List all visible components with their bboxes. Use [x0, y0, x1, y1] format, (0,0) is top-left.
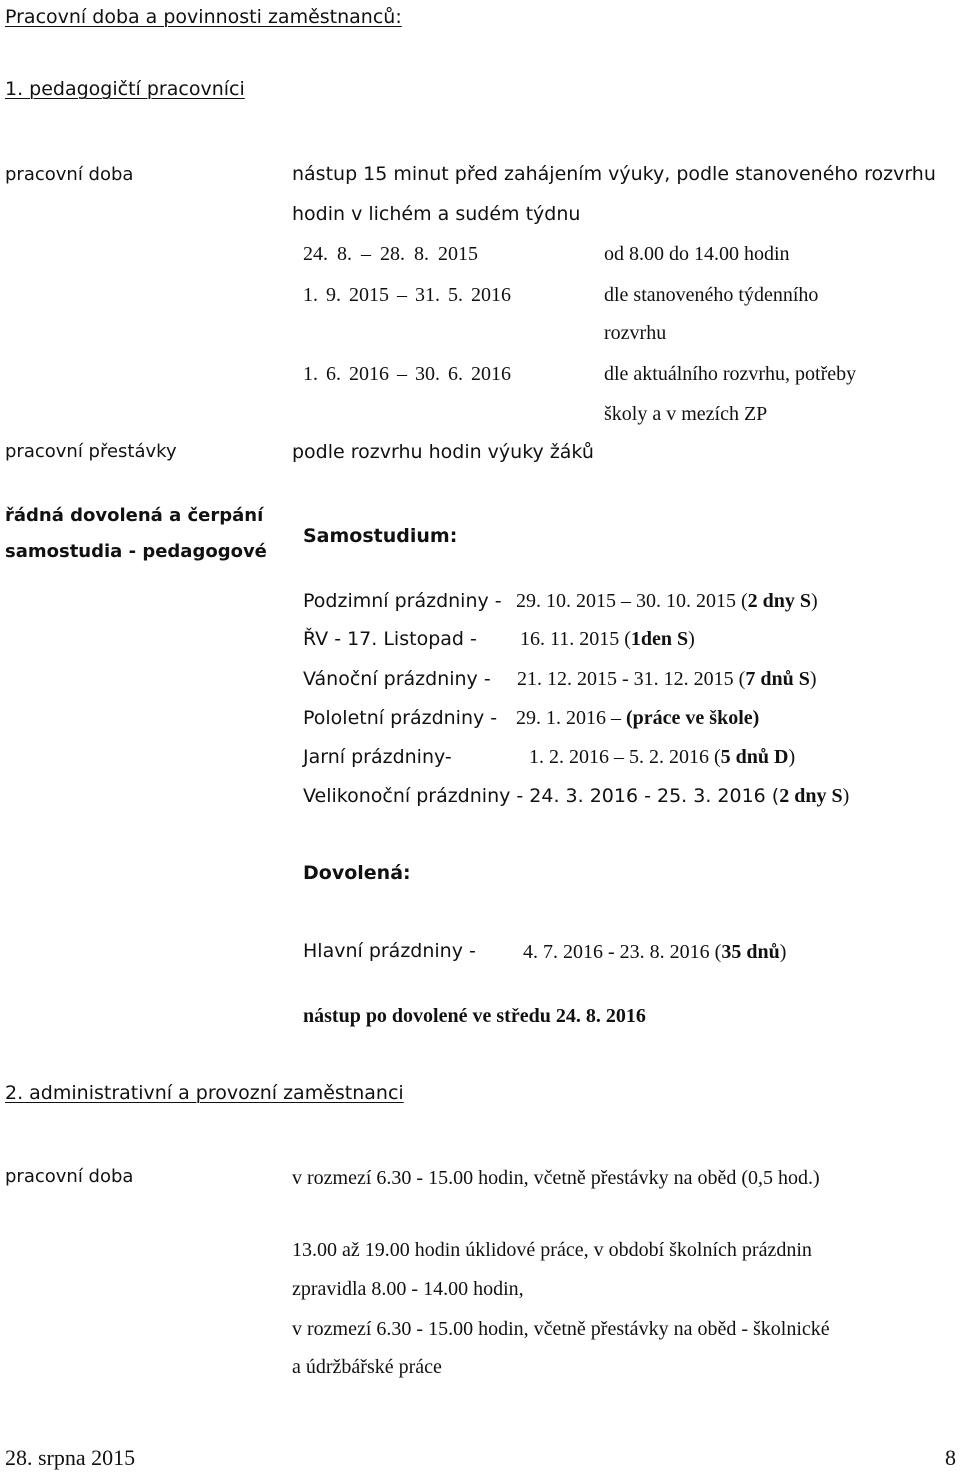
period-desc-2b: rozvrhu	[604, 322, 667, 344]
return-note: nástup po dovolené ve středu 24. 8. 2016	[303, 1005, 646, 1027]
period-desc-3b: školy a v mezích ZP	[604, 403, 768, 425]
section2-line1: v rozmezí 6.30 - 15.00 hodin, včetně přestávky na oběd (0,5 hod.)	[292, 1167, 820, 1189]
main-vacation-dates	[523, 942, 786, 962]
section1-heading: 1. pedagogičtí pracovníci	[5, 78, 245, 100]
work-time-line1: nástup 15 minut před zahájením výuky, podle stanoveného rozvrhu	[292, 163, 936, 185]
holiday-row	[303, 708, 497, 728]
holiday-row	[303, 629, 477, 649]
leave-label-line1: řádná dovolená a čerpání	[5, 505, 264, 526]
holiday-tail: )	[688, 628, 695, 650]
period-desc-2: dle stanoveného týdenního	[604, 284, 819, 306]
period-dates-2: 1. 9. 2015 – 31. 5. 2016	[303, 284, 511, 306]
holiday-row	[303, 591, 502, 611]
holiday-dates	[529, 747, 795, 767]
holiday-bold: 7 dnů S	[745, 668, 810, 690]
period-dates-3: 1. 6. 2016 – 30. 6. 2016	[303, 363, 511, 385]
holiday-tail: )	[811, 590, 818, 612]
holiday-name: Jarní prázdniny-	[303, 746, 452, 768]
holiday-bold: 1den S	[630, 628, 689, 650]
work-time-label: pracovní doba	[5, 164, 134, 185]
holiday-name: Pololetní prázdniny -	[303, 707, 498, 729]
main-vacation-tail: )	[779, 941, 787, 963]
section2-line4: v rozmezí 6.30 - 15.00 hodin, včetně přestávky na oběd - školnické	[292, 1318, 830, 1340]
breaks-label: pracovní přestávky	[5, 441, 177, 462]
holiday-dates-text: 16. 11. 2015 (	[520, 628, 631, 650]
leave-label-line2: samostudia - pedagogové	[5, 541, 267, 562]
main-vacation-bold: 35 dnů	[721, 941, 780, 963]
holiday-tail: )	[788, 746, 796, 768]
holiday-bold: 2 dny S	[779, 785, 843, 807]
period-dates-1: 24. 8. – 28. 8. 2015	[303, 243, 478, 265]
holiday-bold: (práce ve škole)	[626, 707, 760, 729]
holiday-bold: 5 dnů D	[720, 746, 789, 768]
holiday-dates-text: 1. 2. 2016 – 5. 2. 2016 (	[529, 746, 721, 768]
holiday-dates-text: 29. 1. 2016 –	[516, 707, 626, 729]
holiday-name: Vánoční prázdniny -	[303, 668, 491, 690]
holiday-dates	[516, 591, 818, 611]
holiday-row	[303, 669, 491, 689]
holiday-row	[303, 747, 452, 767]
footer-date: 28. srpna 2015	[5, 1445, 136, 1470]
holiday-dates-text: 21. 12. 2015 - 31. 12. 2015 (	[517, 668, 746, 690]
holiday-row	[303, 786, 849, 806]
main-vacation-name: Hlavní prázdniny -	[303, 940, 476, 962]
section2-heading: 2. administrativní a provozní zaměstnanci	[5, 1082, 404, 1104]
holiday-tail: )	[842, 785, 850, 807]
section2-line2: 13.00 až 19.00 hodin úklidové práce, v období školních prázdnin	[292, 1239, 812, 1261]
holiday-bold: 2 dny S	[747, 590, 812, 612]
holiday-dates	[516, 708, 759, 728]
main-vacation-dates-text: 4. 7. 2016 - 23. 8. 2016 (	[523, 941, 722, 963]
holiday-name: Velikonoční prázdniny - 24. 3. 2016 - 25. 3. 2016 (	[303, 785, 780, 807]
section2-line5: a údržbářské práce	[292, 1356, 442, 1378]
section2-line3: zpravidla 8.00 - 14.00 hodin,	[292, 1278, 524, 1300]
period-desc-1: od 8.00 do 14.00 hodin	[604, 243, 790, 265]
work-time-line2: hodin v lichém a sudém týdnu	[292, 203, 581, 225]
period-desc-3: dle aktuálního rozvrhu, potřeby	[604, 363, 857, 385]
holiday-name: ŘV - 17. Listopad -	[303, 628, 477, 650]
holiday-dates	[520, 629, 695, 649]
section2-work-time-label: pracovní doba	[5, 1166, 134, 1187]
breaks-text: podle rozvrhu hodin výuky žáků	[292, 441, 594, 463]
self-study-heading: Samostudium:	[303, 525, 458, 547]
holiday-dates-text: 29. 10. 2015 – 30. 10. 2015 (	[516, 590, 748, 612]
footer-page-number: 8	[945, 1445, 956, 1470]
page-title: Pracovní doba a povinnosti zaměstnanců:	[5, 6, 402, 28]
vacation-heading: Dovolená:	[303, 862, 411, 884]
holiday-tail: )	[809, 668, 817, 690]
holiday-name: Podzimní prázdniny -	[303, 590, 502, 612]
holiday-dates	[517, 669, 817, 689]
